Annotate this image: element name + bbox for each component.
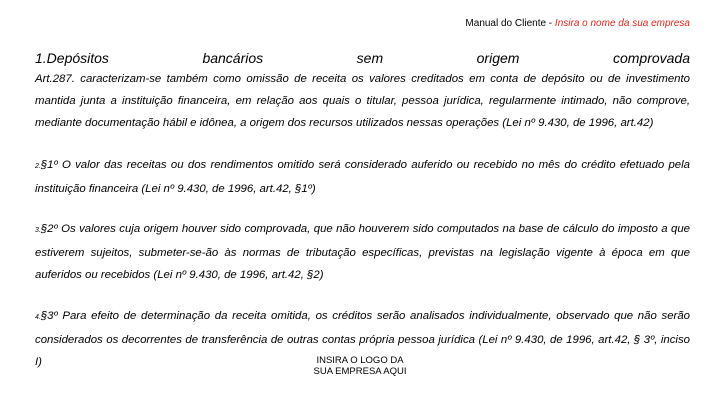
title-word: sem bbox=[356, 50, 384, 66]
paragraph-text: §1º O valor das receitas ou dos rendimentos omitido será considerado auferido ou recebido no mês do crédito efetuado pela instituição financeira (Lei nº 9.430, de 1996, art.42, §1º) bbox=[35, 159, 690, 195]
title-word: origem bbox=[476, 50, 520, 66]
paragraph-text: Art.287. caracterizam-se também como omissão de receita os valores creditados em conta de depósito ou de investimento mantida junta a instituição financeira, em relação aos quais o titular, pessoa jurídica, regularmente intimado, não comprove, mediante documentação hábil e idônea, a origem dos recursos utilizados nessas operações (Lei nº 9.430, de 1996, art.42) bbox=[35, 73, 690, 129]
paragraph-number: 3. bbox=[35, 227, 41, 234]
paragraph-art-287 bbox=[35, 68, 690, 134]
logo-placeholder-line: INSIRA O LOGO DA bbox=[316, 355, 404, 366]
paragraph-text: §3º Para efeito de determinação da receita omitida, os créditos serão analisados individualmente, observado que não serão considerados os decorrentes de transferência de outras contas própria pessoa jurídica (Lei nº 9.430, de 1996, art.42, § 3º, inciso I) bbox=[35, 310, 690, 368]
title-word: 1.Depósitos bbox=[35, 50, 109, 66]
paragraph-text: §2º Os valores cuja origem houver sido comprovada, que não houverem sido computados na base de cálculo do imposto a que estiverem sujeitos, submeter-se-ão às normas de tributação específicas, previstas na legislação vigente à época em que auferidos ou recebidos (Lei nº 9.430, de 1996, art.42, §2) bbox=[35, 223, 690, 281]
title-word: bancários bbox=[202, 50, 264, 66]
logo-placeholder bbox=[0, 355, 720, 377]
title-word: comprovada bbox=[612, 50, 690, 66]
section-title bbox=[35, 50, 690, 66]
logo-placeholder-line: SUA EMPRESA AQUI bbox=[313, 366, 407, 377]
paragraph-section-1 bbox=[35, 154, 690, 200]
paragraph-section-2 bbox=[35, 218, 690, 286]
page-header bbox=[465, 18, 690, 30]
company-name-placeholder: Insira o nome da sua empresa bbox=[554, 18, 690, 29]
paragraph-number: 4. bbox=[35, 314, 41, 321]
header-label: Manual do Cliente - bbox=[465, 18, 553, 29]
paragraph-number: 2. bbox=[35, 163, 41, 170]
